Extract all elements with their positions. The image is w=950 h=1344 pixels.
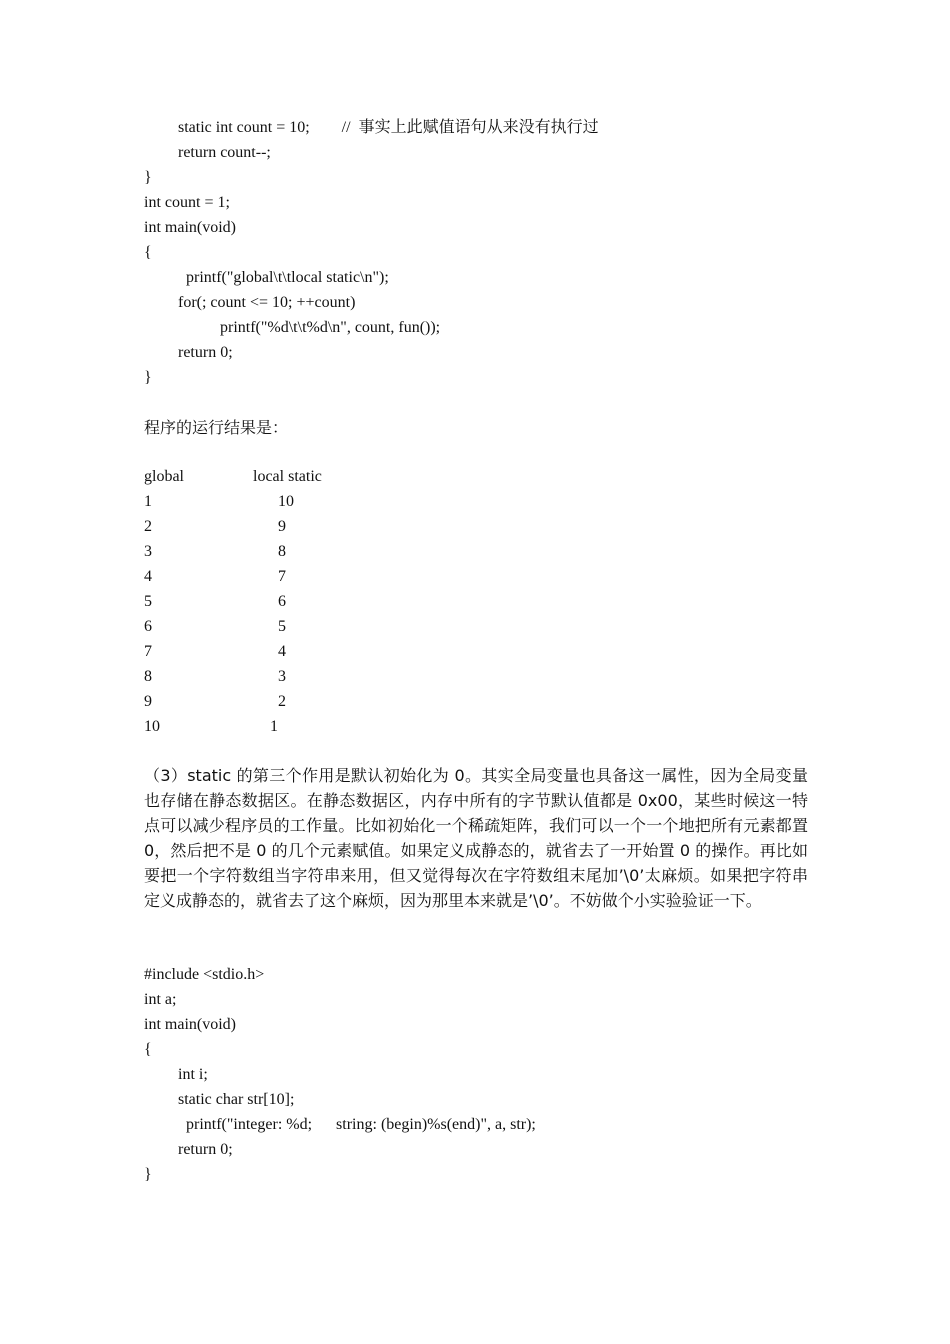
output-header: local static: [253, 468, 322, 485]
code-line: return 0;: [178, 1141, 233, 1158]
output-local-static-value: 8: [278, 543, 286, 560]
output-global-value: 6: [144, 618, 152, 635]
output-local-static-value: 3: [278, 668, 286, 685]
output-global-value: 8: [144, 668, 152, 685]
output-local-static-value: 7: [278, 568, 286, 585]
output-local-static-value: 10: [278, 493, 294, 510]
code-line: printf("%d\t\t%d\n", count, fun());: [220, 319, 441, 336]
output-header: global: [144, 468, 184, 485]
code-line: int i;: [178, 1066, 208, 1083]
output-global-value: 3: [144, 543, 152, 560]
output-local-static-value: 2: [278, 693, 286, 710]
code-line: for(; count <= 10; ++count): [178, 294, 356, 311]
output-local-static-value: 4: [278, 643, 286, 660]
result-heading: 程序的运行结果是：: [144, 418, 289, 437]
code-line: printf("global\t\tlocal static\n");: [186, 269, 389, 286]
output-local-static-value: 6: [278, 593, 286, 610]
code-line: return 0;: [178, 344, 233, 361]
code-line: int main(void): [144, 1016, 236, 1033]
output-global-value: 9: [144, 693, 152, 710]
code-line: static int count = 10; // 事实上此赋值语句从来没有执行过: [178, 119, 599, 136]
code-line: int a;: [144, 991, 177, 1008]
output-local-static-value: 5: [278, 618, 286, 635]
output-global-value: 4: [144, 568, 152, 585]
output-global-value: 10: [144, 718, 160, 735]
output-global-value: 1: [144, 493, 152, 510]
code-line: printf("integer: %d; string: (begin)%s(end)", a, str);: [186, 1116, 536, 1133]
output-global-value: 2: [144, 518, 152, 535]
code-line: static char str[10];: [178, 1091, 295, 1108]
static-init-paragraph: （3）static 的第三个作用是默认初始化为 0。其实全局变量也具备这一属性，因为全局变量也存储在静态数据区。在静态数据区，内存中所有的字节默认值都是 0x00，某些时候这一特点可以减少程序员的工作量。比如初始化一个稀疏矩阵，我们可以一个一个地把所有元素都置 0，然后把不是 0 的几个元素赋值。如果定义成静态的，就省去了一开始置 0 的操作。再比如要把一个字符数组当字符串来用，但又觉得每次在字符数组末尾加’\0’太麻烦。如果把字符串定义成静态的，就省去了这个麻烦，因为那里本来就是’\0’。不妨做个小实验验证一下。: [144, 766, 808, 910]
output-global-value: 5: [144, 593, 152, 610]
output-local-static-value: 9: [278, 518, 286, 535]
code-line: {: [144, 1041, 152, 1058]
code-line: }: [144, 169, 152, 186]
code-line: #include <stdio.h>: [144, 966, 265, 983]
code-line: {: [144, 244, 152, 261]
code-line: }: [144, 1166, 152, 1183]
code-line: return count--;: [178, 144, 271, 161]
output-global-value: 7: [144, 643, 152, 660]
code-line: }: [144, 369, 152, 386]
code-line: int main(void): [144, 219, 236, 236]
code-line: int count = 1;: [144, 194, 230, 211]
output-local-static-value: 1: [270, 718, 278, 735]
